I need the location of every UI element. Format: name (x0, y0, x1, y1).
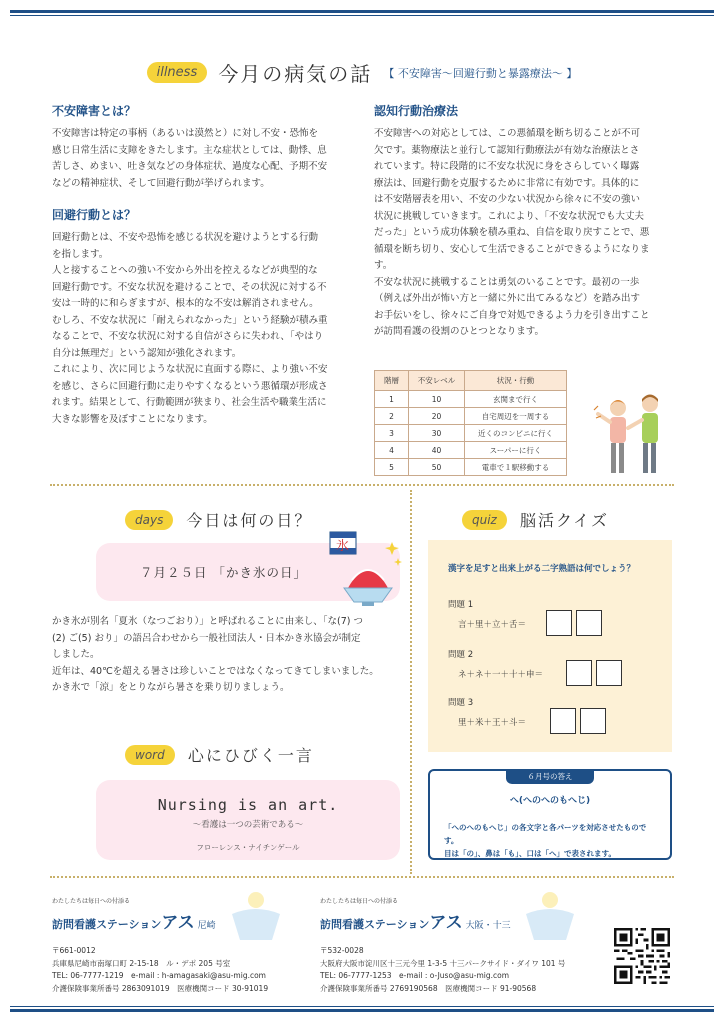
table-row (375, 442, 567, 459)
office-name (320, 908, 600, 933)
quiz-item-label: 問題 2 (448, 650, 474, 660)
cell: 自宅周辺を一周する (465, 408, 567, 425)
quote-japanese: ～看護は一つの芸術である～ (192, 820, 304, 830)
text-line: などの精神症状、そして回避行動が挙げられます。 (52, 177, 270, 189)
table-header-row (375, 371, 567, 391)
text-line: 近年は、40℃を超える暑さは珍しいことではなくなってきてしまいました。 (52, 665, 379, 677)
text-line: 回避行動とは、不安や恐怖を感じる状況を避けようとする行動 (52, 232, 319, 243)
cell: 3 (375, 425, 409, 442)
col-header: 階層 (375, 371, 409, 391)
office-tagline: わたしたちは毎日への付添る (52, 898, 131, 905)
col-header: 不安レベル (409, 371, 465, 391)
table-row (375, 408, 567, 425)
text-line: が訪問看護の役割のひとつとなります。 (374, 326, 545, 337)
office-postal: 〒532-0028 (320, 946, 364, 955)
column-divider (410, 490, 412, 874)
text-line: 目は「の」、鼻は「も」、口は「へ」で表されます。 (444, 849, 616, 858)
left-column (52, 102, 352, 428)
text-line: 人と接することへの強い不安から外出を控えるなどが典型的な (52, 265, 318, 276)
text-line: は不安階層表を用い、不安の少ない状況から徐々に不安の強い (374, 194, 641, 205)
text-line: お手伝いをし、徐々にご自身で対処できるよう力を引き出すこと (374, 309, 650, 321)
answer-box[interactable] (580, 708, 606, 734)
text-line: 回避行動です。不安な状況を避けることで、その状況に対する不 (52, 281, 327, 293)
cell: スーパーに行く (465, 442, 567, 459)
office-name-big: アス (429, 913, 463, 933)
text-line: 苦しさ、めまい、吐き気などの身体症状、過度な心配、予期不安 (52, 161, 328, 172)
office-name-prefix: 訪問看護ステーション (320, 918, 430, 931)
section-divider (50, 484, 674, 486)
answer-box[interactable] (596, 660, 622, 686)
page-title (0, 58, 724, 87)
cell: 近くのコンビニに行く (465, 425, 567, 442)
avoidance-paragraph (52, 230, 352, 428)
office-info (52, 945, 332, 995)
cell: 4 (375, 442, 409, 459)
quiz-item-label: 問題 3 (448, 698, 474, 708)
text-line: 自分は無理だ」という認知が強化されます。 (52, 347, 242, 359)
text-line: 療法は、回避行動を克服するために非常に有効です。具体的に (374, 177, 640, 189)
text-line: を指します。 (52, 248, 109, 260)
text-line: 不安障害は特定の事柄（あるいは漠然と）に対し不安・恐怖を (52, 128, 319, 139)
quiz-question: 漢字を足すと出来上がる二字熟語は何でしょう？ (448, 564, 636, 574)
text-line: かき氷が別名「夏氷（なつごおり）」と呼ばれることに由来し、「な(7) つ (52, 616, 363, 627)
cell: 50 (409, 459, 465, 476)
ice-flag-text: 氷 (336, 539, 350, 554)
walking-people-illustration (592, 390, 672, 482)
word-pill: word (125, 745, 175, 765)
office-info (320, 945, 600, 995)
cell: 2 (375, 408, 409, 425)
text-line: 不安障害への対応としては、この悪循環を断ち切ることが不可 (374, 128, 641, 139)
footer-divider (50, 876, 674, 878)
text-line: （例えば外出が怖い方と一緒に外に出てみるなど）を踏み出す (374, 293, 641, 304)
quote-box (96, 780, 400, 860)
quiz-item-label: 問題 1 (448, 600, 474, 610)
cell: 40 (409, 442, 465, 459)
anxiety-paragraph (52, 126, 352, 192)
quiz-item-expression: ネ＋ネ＋一＋十＋申＝ (458, 670, 544, 680)
office-tagline: わたしたちは毎日への付添る (320, 898, 399, 905)
office-area: 尼崎 (197, 921, 216, 931)
right-column (374, 102, 674, 341)
cell: 30 (409, 425, 465, 442)
answer-box[interactable] (550, 708, 576, 734)
bottom-border (10, 1009, 714, 1012)
cbt-paragraph (374, 126, 674, 341)
text-line: これにより、次に同じような状況に直面する際に、より強い不安 (52, 364, 328, 375)
text-line: だった」という成功体験を積み重ね、自信を取り戻すことで、悪 (374, 227, 650, 238)
office-juso (320, 896, 600, 995)
office-area: 大阪・十三 (465, 921, 511, 931)
anxiety-hierarchy-table (374, 370, 567, 476)
days-section-title (125, 508, 312, 531)
text-line: なることで、不安な状況に対する自信がさらに失われ、「やはり (52, 331, 324, 342)
office-postal: 〒661-0012 (52, 946, 96, 955)
cell: 1 (375, 391, 409, 408)
text-line: を感じ、さらに回避行動に走りやすくなるという悪循環が形成さ (52, 380, 328, 392)
word-section-title (125, 743, 314, 766)
office-name (52, 908, 332, 933)
section-heading-avoidance: 回避行動とは？ (52, 208, 137, 222)
office-codes: 介護保険事業所番号 2863091019 医療機関コード 30-91019 (52, 983, 269, 993)
top-border (10, 10, 714, 13)
cell: 玄関まで行く (465, 391, 567, 408)
days-pill: days (125, 510, 173, 530)
table-row (375, 459, 567, 476)
text-line: 循環を断ち切り、安心して生活できることができるようになりま (374, 243, 650, 255)
text-line: 感じ日常生活に支障をきたします。主な症状としては、動悸、息 (52, 144, 327, 156)
quiz-item-expression: 里＋米＋王＋斗＝ (458, 718, 527, 728)
text-line: (2) ご(5) おり」の語呂合わせから一般社団法人・日本かき氷協会が制定 (52, 632, 361, 644)
quiz-item-expression: 言＋里＋立＋舌＝ (458, 620, 527, 630)
text-line: れています。特に段階的に不安な状況に身をさらしていく曝露 (374, 161, 640, 172)
text-line: 大きな影響を及ぼすことになります。 (52, 413, 213, 425)
quiz-section-title (462, 508, 609, 531)
answer-box[interactable] (566, 660, 592, 686)
quote-author: フローレンス・ナイチンゲール (196, 843, 300, 852)
cell: 10 (409, 391, 465, 408)
previous-answer-tag: ６月号の答え (506, 770, 594, 784)
days-title-text: 今日は何の日？ (186, 511, 313, 530)
office-name-prefix: 訪問看護ステーション (52, 918, 162, 931)
text-line: しました。 (52, 649, 100, 660)
qr-code-icon[interactable] (614, 928, 670, 984)
text-line: 安は一時的に和らぎますが、根本的な不安は解消されません。 (52, 298, 319, 309)
office-address: 兵庫県尼崎市南塚口町 2-15-18 ル・デポ 205 号室 (52, 958, 231, 968)
previous-answer-explanation (444, 821, 660, 860)
quiz-box (428, 540, 672, 752)
text-line: 「へのへのもへじ」の各文字と各パーツを対応させたものです。 (444, 823, 647, 845)
office-name-big: アス (161, 913, 195, 933)
cell: 電車で１駅移動する (465, 459, 567, 476)
quiz-title-text: 脳活クイズ (519, 511, 609, 530)
office-contact[interactable]: TEL: 06-7777-1219 e-mail : h-amagasaki@asu-mig.com (52, 971, 266, 980)
shaved-ice-icon (322, 530, 406, 608)
word-title-text: 心にひびく一言 (187, 746, 314, 765)
page-title-text: 今月の病気の話 (218, 62, 373, 86)
section-heading-cbt: 認知行動治療法 (374, 104, 459, 118)
office-amagasaki (52, 896, 332, 995)
office-contact[interactable]: TEL: 06-7777-1253 e-mail : o-Juso@asu-mig.com (320, 971, 510, 980)
cell: 5 (375, 459, 409, 476)
office-codes: 介護保険事業所番号 2769190568 医療機関コード 91-90568 (320, 983, 537, 993)
text-line: す。 (374, 260, 393, 271)
office-address: 大阪府大阪市淀川区十三元今里 1-3-5 十三パークサイド・ダイワ 101 号 (320, 958, 566, 968)
answer-box[interactable] (546, 610, 572, 636)
col-header: 状況・行動 (465, 371, 567, 391)
previous-answer: へ(へのへのもへじ) (509, 796, 591, 806)
text-line: 欠です。薬物療法と並行して認知行動療法が有効な治療法とさ (374, 144, 640, 156)
table-row (375, 391, 567, 408)
cell: 20 (409, 408, 465, 425)
section-heading-anxiety: 不安障害とは？ (52, 104, 137, 118)
kakigori-day-label: ７月２５日 「かき氷の日」 (140, 565, 307, 580)
page-subtitle: 【 不安障害～回避行動と暴露療法～ 】 (383, 66, 578, 80)
bottom-border-thin (10, 1006, 714, 1007)
text-line: 状況に挑戦していきます。これにより、「不安な状況でも大丈夫 (374, 210, 644, 222)
answer-box[interactable] (576, 610, 602, 636)
previous-answer-box (428, 769, 672, 860)
text-line: かき氷で「涼」をとりながら暑さを乗り切りましょう。 (52, 682, 290, 693)
table-row (375, 425, 567, 442)
quiz-pill: quiz (462, 510, 507, 530)
days-paragraph (52, 614, 400, 697)
illness-pill: illness (147, 62, 208, 83)
top-border-thin (10, 15, 714, 16)
text-line: 不安な状況に挑戦することは勇気のいることです。最初の一歩 (374, 276, 640, 288)
text-line: むしろ、不安な状況に「耐えられなかった」という経験が積み重 (52, 314, 328, 326)
text-line: れます。結果として、行動範囲が狭まり、社会生活や職業生活に (52, 397, 327, 408)
quote-english: Nursing is an art. (157, 796, 339, 814)
